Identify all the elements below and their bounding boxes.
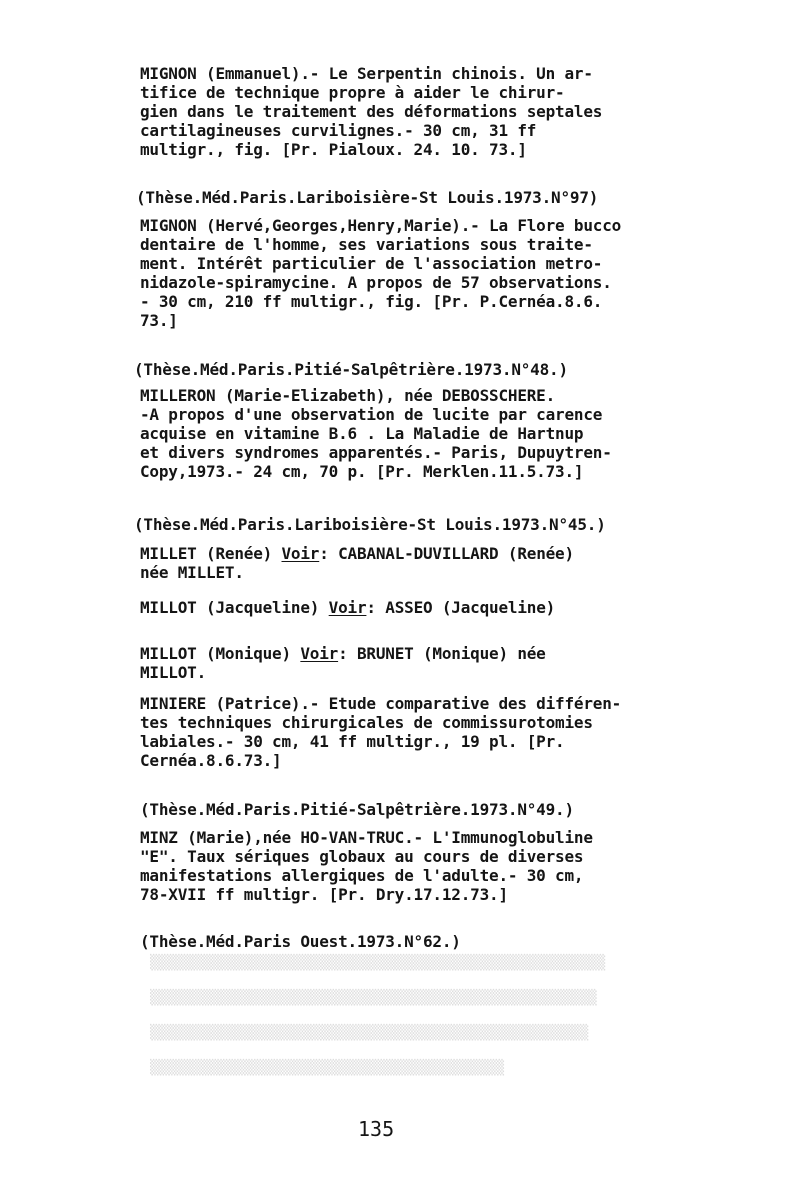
entry-line: multigr., fig. [Pr. Pialoux. 24. 10. 73.] — [140, 140, 527, 159]
bleed-through-smudge: ▒▒▒▒▒▒▒▒▒▒▒▒▒▒▒▒▒▒▒▒▒▒▒▒▒▒▒▒▒▒▒▒▒▒▒▒▒▒▒▒▒▒▒▒▒▒▒▒▒▒▒▒▒ — [150, 990, 597, 1006]
entry-name: MILLET (Renée) — [140, 544, 282, 563]
entry-line: MIGNON (Emmanuel).- Le Serpentin chinois. Un ar- — [140, 64, 593, 83]
cross-reference-target: : ASSEO (Jacqueline) — [366, 598, 556, 617]
entry-line: MINZ (Marie),née HO-VAN-TRUC.- L'Immunoglobuline — [140, 828, 593, 847]
entry-line: tes techniques chirurgicales de commissurotomies — [140, 713, 593, 732]
bibliography-entry — [140, 694, 680, 770]
voir-link: Voir — [281, 544, 320, 563]
bleed-through-smudge: ▒▒▒▒▒▒▒▒▒▒▒▒▒▒▒▒▒▒▒▒▒▒▒▒▒▒▒▒▒▒▒▒▒▒▒▒▒▒▒▒▒▒ — [150, 1060, 505, 1076]
entry-line: "E". Taux sériques globaux au cours de diverses — [140, 847, 584, 866]
entry-line: Copy,1973.- 24 cm, 70 p. [Pr. Merklen.11.5.73.] — [140, 462, 584, 481]
entry-line: MILLOT. — [140, 663, 207, 682]
entry-line: MILLERON (Marie-Elizabeth), née DEBOSSCHERE. — [140, 386, 556, 405]
entry-line: Cernéa.8.6.73.] — [140, 751, 282, 770]
cross-reference-target: : CABANAL-DUVILLARD (Renée) — [319, 544, 574, 563]
entry-line: ment. Intérêt particulier de l'association metro- — [140, 254, 603, 273]
thesis-reference: (Thèse.Méd.Paris.Pitié-Salpêtrière.1973.N°49.) — [140, 800, 574, 819]
bibliography-entry — [140, 828, 680, 904]
bleed-through-smudge: ▒▒▒▒▒▒▒▒▒▒▒▒▒▒▒▒▒▒▒▒▒▒▒▒▒▒▒▒▒▒▒▒▒▒▒▒▒▒▒▒▒▒▒▒▒▒▒▒▒▒▒▒▒▒ — [150, 955, 606, 971]
thesis-reference: (Thèse.Méd.Paris Ouest.1973.N°62.) — [140, 932, 461, 951]
entry-line: cartilagineuses curvilignes.- 30 cm, 31 ff — [140, 121, 537, 140]
bleed-through-smudge: ▒▒▒▒▒▒▒▒▒▒▒▒▒▒▒▒▒▒▒▒▒▒▒▒▒▒▒▒▒▒▒▒▒▒▒▒▒▒▒▒▒▒▒▒▒▒▒▒▒▒▒▒ — [150, 1025, 589, 1041]
entry-line: tifice de technique propre à aider le chirur- — [140, 83, 565, 102]
cross-reference-entry — [140, 644, 680, 682]
thesis-reference: (Thèse.Méd.Paris.Pitié-Salpêtrière.1973.N°48.) — [134, 360, 568, 379]
voir-link: Voir — [300, 644, 339, 663]
entry-line — [140, 544, 680, 563]
entry-line: -A propos d'une observation de lucite par carence — [140, 405, 603, 424]
entry-line — [140, 598, 680, 617]
entry-line: 73.] — [140, 311, 178, 330]
cross-reference-entry — [140, 598, 680, 617]
bibliography-entry — [140, 64, 680, 159]
bibliography-entry — [140, 386, 680, 481]
entry-line: labiales.- 30 cm, 41 ff multigr., 19 pl. [Pr. — [140, 732, 565, 751]
entry-line: née MILLET. — [140, 563, 244, 582]
entry-line: gien dans le traitement des déformations septales — [140, 102, 603, 121]
entry-line: nidazole-spiramycine. A propos de 57 observations. — [140, 273, 612, 292]
entry-name: MILLOT (Jacqueline) — [140, 598, 329, 617]
cross-reference-entry — [140, 544, 680, 582]
cross-reference-target: : BRUNET (Monique) née — [338, 644, 546, 663]
entry-line: dentaire de l'homme, ses variations sous traite- — [140, 235, 593, 254]
voir-link: Voir — [328, 598, 367, 617]
entry-line: acquise en vitamine B.6 . La Maladie de Hartnup — [140, 424, 584, 443]
entry-line: 78-XVII ff multigr. [Pr. Dry.17.12.73.] — [140, 885, 508, 904]
entry-line: manifestations allergiques de l'adulte.- 30 cm, — [140, 866, 584, 885]
entry-line: - 30 cm, 210 ff multigr., fig. [Pr. P.Cernéa.8.6. — [140, 292, 603, 311]
entry-line: et divers syndromes apparentés.- Paris, Dupuytren- — [140, 443, 612, 462]
thesis-reference: (Thèse.Méd.Paris.Lariboisière-St Louis.1973.N°45.) — [134, 515, 606, 534]
bibliography-entry — [140, 216, 680, 330]
thesis-reference: (Thèse.Méd.Paris.Lariboisière-St Louis.1973.N°97) — [136, 188, 599, 207]
entry-line: MIGNON (Hervé,Georges,Henry,Marie).- La Flore bucco — [140, 216, 622, 235]
entry-line: MINIERE (Patrice).- Etude comparative des différen- — [140, 694, 622, 713]
entry-name: MILLOT (Monique) — [140, 644, 301, 663]
page-number: 135 — [358, 1117, 395, 1141]
entry-line — [140, 644, 680, 663]
